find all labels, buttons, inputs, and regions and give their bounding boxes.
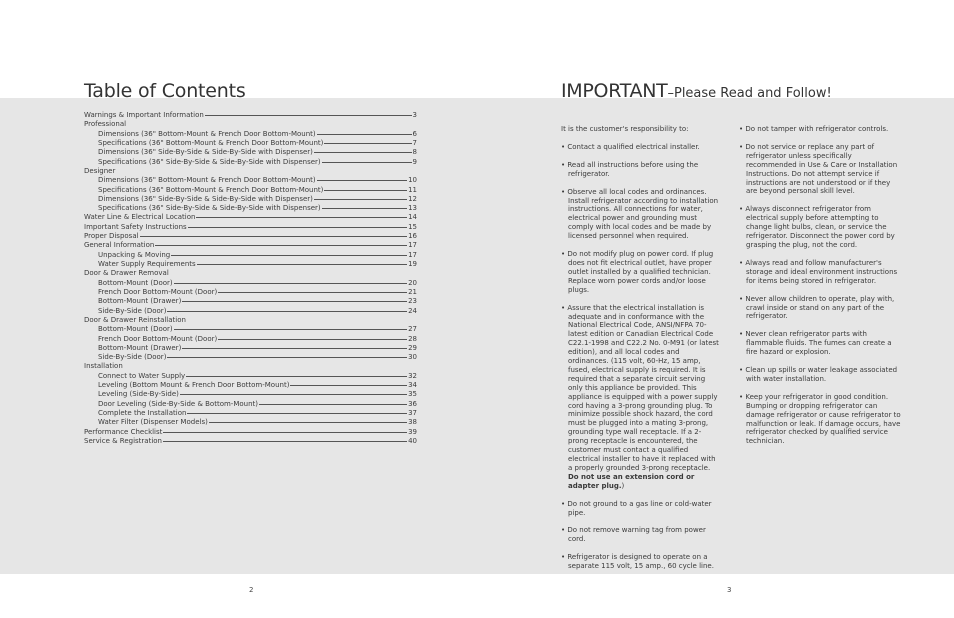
toc-entry-label: Unpacking & Moving [98, 250, 171, 259]
toc-entry [84, 381, 417, 390]
toc-entry-label: Dimensions (36" Side-By-Side & Side-By-Side with Dispenser) [98, 148, 313, 157]
bullet-text: Never clean refrigerator parts with flammable fluids. The fumes can create a fire hazard or explosion. [745, 330, 892, 357]
bullet-item: • Assure that the electrical installation is adequate and in conformance with the National Electrical Code, ANSI/NFPA 70-latest edition or Canadian Electrical Code C22.1-1998 and C22.2 No. 0-M91 (or latest edition), and all local codes and ordinances. (115 volt, 60-Hz, 15 amp, fused, electrical supply is required. It is required that a separate circuit serving only this appliance be provided. This appliance is equipped with a power supply cord having a 3-prong grounding plug. To minimize possible shock hazard, the cord must be plugged into a mating 3-prong, grounding type wall receptacle. If a 2-prong receptacle is encountered, the customer must contact a qualified electrical installer to have it replaced with a properly grounded 3-prong receptacle. Do not use an extension cord or adapter plug.) [561, 303, 719, 490]
toc-entry-label: Bottom-Mount (Drawer) [98, 343, 182, 352]
toc-leader-line [187, 413, 407, 414]
toc-entry-label: Proper Disposal [84, 232, 139, 241]
toc-entry-label: Dimensions (36" Bottom-Mount & French Door Bottom-Mount) [98, 176, 316, 185]
toc-entry-page: 17 [408, 250, 417, 259]
toc-entry [84, 204, 417, 213]
toc-leader-line [180, 394, 407, 395]
toc-entry [84, 251, 417, 260]
toc-entry-page: 15 [408, 222, 417, 231]
toc-entry [84, 325, 417, 334]
bullet-item: • Do not modify plug on power cord. If plug does not fit electrical outlet, have proper outlet installed by a qualified technician. Replace worn power cords and/or loose plugs. [561, 250, 714, 294]
toc-leader-line [188, 227, 407, 228]
toc-entry [84, 307, 417, 316]
instructions-column-1 [561, 125, 721, 580]
toc-entry-label: Door Leveling (Side-By-Side & Bottom-Mount) [98, 399, 258, 408]
toc-entry [84, 288, 417, 297]
toc-leader-line [174, 329, 407, 330]
toc-entry-label: Bottom-Mount (Door) [98, 278, 173, 287]
bullet-item: • Keep your refrigerator in good condition. Bumping or dropping refrigerator can damage refrigerator or cause refrigerator to malfunction or leak. If damage occurs, have refrigerator checked by qualified service technician. [739, 392, 901, 446]
toc-entry-label: Side-By-Side (Door) [98, 353, 167, 362]
toc-leader-line [182, 301, 407, 302]
bullet-text: Do not modify plug on power cord. If plug does not fit electrical outlet, have proper outlet installed by a qualified technician. Replace worn power cords and/or loose plugs. [567, 250, 714, 294]
toc-entry-page: 11 [408, 185, 417, 194]
toc-entry-label: Door & Drawer Removal [84, 269, 169, 278]
toc-entry [84, 316, 417, 325]
toc-entry-page: 21 [408, 287, 417, 296]
bullet-text: Refrigerator is designed to operate on a separate 115 volt, 15 amp., 60 cycle line. [567, 553, 714, 571]
important-title [561, 80, 901, 102]
toc-entry [84, 186, 417, 195]
toc-title: Table of Contents [84, 80, 246, 102]
toc-entry-page: 38 [408, 418, 417, 427]
toc-entry-page: 19 [408, 260, 417, 268]
toc-leader-line [290, 385, 407, 386]
toc-entry-page: 35 [408, 390, 417, 399]
important-title-main: IMPORTANT [561, 80, 668, 102]
toc-entry-page: 14 [408, 213, 417, 222]
toc-leader-line [259, 404, 407, 405]
bullet-text: Always disconnect refrigerator from electrical supply before attempting to change light bulbs, clean, or service the refrigerator. Disconnect the power cord by grasping the plug, not the cord. [745, 205, 895, 249]
toc-entry-page: 27 [408, 325, 417, 334]
bullet-text: Observe all local codes and ordinances. Install refrigerator according to installation instructions. All connections for water, electrical power and grounding must comply with local codes and be made by licensed personnel when required. [567, 187, 719, 241]
toc-entry [84, 362, 417, 371]
toc-entry [84, 344, 417, 353]
toc-entry-label: Connect to Water Supply [98, 371, 186, 380]
toc-entry-label: Specifications (36" Bottom-Mount & French Door Bottom-Mount) [98, 185, 324, 194]
toc-entry-page: 9 [412, 157, 417, 166]
toc-entry-label: Bottom-Mount (Door) [98, 325, 173, 334]
toc-leader-line [167, 311, 407, 312]
bullet-text: Contact a qualified electrical installer. [567, 142, 700, 151]
bullet-item: • Clean up spills or water leakage associated with water installation. [739, 366, 898, 383]
toc-leader-line [182, 348, 407, 349]
bullet-text: Never allow children to operate, play with, crawl inside or stand on any part of the refrigerator. [745, 294, 895, 321]
toc-entry [84, 232, 417, 241]
toc-entry [84, 213, 417, 222]
toc-entry-label: Door & Drawer Reinstallation [84, 315, 186, 324]
toc-entry-page: 34 [408, 381, 417, 390]
instructions-column-2 [739, 125, 901, 455]
toc-entry-page: 39 [408, 427, 417, 436]
toc-entry [84, 167, 417, 176]
bullet-item: • Do not service or replace any part of refrigerator unless specifically recommended in Use & Care or Installation Instructions. Do not attempt service if instructions are not understood or if they are beyond personal skill level. [739, 142, 898, 196]
right-page [561, 80, 901, 571]
toc-leader-line [317, 180, 407, 181]
toc-entry [84, 409, 417, 418]
toc-entry-label: Bottom-Mount (Drawer) [98, 297, 182, 306]
toc-entry-page: 10 [408, 176, 417, 185]
important-title-sub: –Please Read and Follow! [667, 86, 832, 101]
toc-entry-page: 8 [412, 148, 417, 157]
toc-entry-label: Performance Checklist [84, 427, 163, 436]
toc-leader-line [218, 292, 407, 293]
toc-entry-page: 12 [408, 194, 417, 203]
bullet-text: Read all instructions before using the refrigerator. [567, 160, 699, 178]
toc-entry-page: 29 [408, 343, 417, 352]
toc-leader-line [167, 357, 407, 358]
toc-entry-label: General Information [84, 241, 155, 250]
bullet-text: Clean up spills or water leakage associated with water installation. [745, 366, 898, 383]
toc-entry-label: Water Filter (Dispenser Models) [98, 418, 208, 427]
bullet-item: • Never clean refrigerator parts with flammable fluids. The fumes can create a fire hazard or explosion. [739, 330, 892, 357]
bullet-item: • Do not tamper with refrigerator controls. [739, 125, 889, 133]
toc-entry [84, 130, 417, 139]
toc-entry-page: 37 [408, 409, 417, 417]
toc-entry-label: Professional [84, 120, 127, 129]
toc-entry [84, 353, 417, 362]
toc-leader-line [314, 152, 412, 153]
toc-entry-label: Dimensions (36" Side-By-Side & Side-By-Side with Dispenser) [98, 194, 313, 203]
toc-entry-page: 40 [408, 436, 417, 445]
toc-entry-page: 16 [408, 232, 417, 241]
toc-leader-line [317, 134, 412, 135]
bullet-bold-warning: Do not use an extension cord or adapter plug. [568, 472, 695, 490]
toc-entry [84, 111, 417, 120]
toc-entry-label: French Door Bottom-Mount (Door) [98, 334, 218, 343]
toc-entry-page: 17 [408, 241, 417, 250]
toc-entry [84, 372, 417, 381]
bullet-text: Do not tamper with refrigerator controls. [745, 125, 889, 133]
bullet-text: Do not service or replace any part of refrigerator unless specifically recommended in Use & Care or Installation Instructions. Do not attempt service if instructions are not understood or if they are beyond personal skill level. [745, 142, 898, 196]
toc-leader-line [324, 143, 411, 144]
toc-entry-label: Water Line & Electrical Location [84, 213, 196, 222]
bullet-item: • Refrigerator is designed to operate on a separate 115 volt, 15 amp., 60 cycle line. [561, 553, 714, 571]
toc-leader-line [324, 190, 407, 191]
toc-leader-line [314, 199, 407, 200]
toc-entry [84, 269, 417, 278]
toc-entry-page: 36 [408, 399, 417, 408]
toc-leader-line [174, 283, 407, 284]
toc-entry [84, 139, 417, 148]
toc-entry-label: Warnings & Important Information [84, 111, 204, 119]
toc-entry-label: Dimensions (36" Bottom-Mount & French Door Bottom-Mount) [98, 129, 316, 138]
bullet-text: Do not ground to a gas line or cold-water pipe. [567, 499, 712, 517]
toc-entry-page: 6 [412, 129, 417, 138]
toc-leader-line [171, 255, 407, 256]
bullet-item: • Always disconnect refrigerator from electrical supply before attempting to change light bulbs, clean, or service the refrigerator. Disconnect the power cord by grasping the plug, not the cord. [739, 205, 895, 249]
toc-entry-label: Installation [84, 362, 123, 371]
page-number-left: 2 [249, 586, 254, 594]
toc-entry-label: Leveling (Side-By-Side) [98, 390, 179, 399]
toc-entry-page: 28 [408, 334, 417, 343]
toc-leader-line [196, 217, 407, 218]
toc-entry-page: 13 [408, 204, 417, 213]
toc-entry [84, 418, 417, 427]
toc-entry [84, 195, 417, 204]
toc-entry-label: Leveling (Bottom Mount & French Door Bottom-Mount) [98, 381, 290, 390]
toc-entry [84, 390, 417, 399]
toc-entry-label: Side-By-Side (Door) [98, 306, 167, 315]
toc-leader-line [163, 432, 407, 433]
toc-leader-line [209, 422, 407, 423]
toc-entry [84, 148, 417, 157]
toc-entry-label: Specifications (36" Side-By-Side & Side-By-Side with Dispenser) [98, 204, 321, 213]
toc-entry [84, 437, 417, 446]
bullet-item: • Do not remove warning tag from power cord. [561, 526, 706, 544]
bullet-item: • Do not ground to a gas line or cold-water pipe. [561, 499, 712, 517]
bullet-item: • Read all instructions before using the refrigerator. [561, 160, 699, 178]
bullet-text: Keep your refrigerator in good condition. Bumping or dropping refrigerator can damage refrigerator or cause refrigerator to malfunction or leak. If damage occurs, have refrigerator checked by qualified service technician. [745, 392, 901, 446]
bullet-item: • Contact a qualified electrical installer. [561, 142, 700, 151]
intro-text: It is the customer's responsibility to: [561, 125, 689, 133]
toc-entry [84, 400, 417, 409]
toc-entry [84, 260, 417, 269]
toc-entry-label: Important Safety Instructions [84, 222, 187, 231]
toc-entry [84, 120, 417, 129]
toc-entry [84, 335, 417, 344]
toc-leader-line [322, 208, 407, 209]
toc-entry-page: 3 [412, 111, 417, 119]
toc-entry-page: 30 [408, 353, 417, 362]
toc-entry [84, 428, 417, 437]
toc-entry [84, 297, 417, 306]
toc-entry-label: Designer [84, 166, 116, 175]
toc-entry [84, 279, 417, 288]
toc-entry [84, 223, 417, 232]
toc-entry [84, 241, 417, 250]
toc-entry-page: 7 [412, 138, 417, 147]
toc-entry-label: Service & Registration [84, 436, 162, 445]
bullet-text: Assure that the electrical installation is adequate and in conformance with the National Electrical Code, ANSI/NFPA 70-latest edition or Canadian Electrical Code C22.1-1998 and C22.2 No. 0-M91 (or latest edition), and all local codes and ordinances. (115 volt, 60-Hz, 15 amp, fused, electrical supply is required. It is required that a separate circuit serving only this appliance be provided. This appliance is equipped with a power supply cord having a 3-prong grounding plug. To minimize possible shock hazard, the cord must be plugged into a mating 3-prong, grounding type wall receptacle. If a 2-prong receptacle is encountered, the customer must contact a qualified electrical installer to have it replaced with a properly grounded 3-prong receptacle. [567, 303, 719, 472]
toc-entry-label: Specifications (36" Side-By-Side & Side-By-Side with Dispenser) [98, 157, 321, 166]
toc-entry-label: Specifications (36" Bottom-Mount & French Door Bottom-Mount) [98, 138, 324, 147]
toc-leader-line [218, 339, 407, 340]
toc-entry-page: 23 [408, 297, 417, 306]
bullet-item: • Always read and follow manufacturer's storage and ideal environment instructions for items being stored in refrigerator. [739, 258, 898, 285]
toc-entry-page: 24 [408, 306, 417, 315]
bullet-item: • Observe all local codes and ordinances. Install refrigerator according to installation instructions. All connections for water, electrical power and grounding must comply with local codes and be made by licensed personnel when required. [561, 187, 719, 241]
toc-entry [84, 158, 417, 167]
bullet-tail: ) [621, 481, 625, 490]
bullet-item: • Never allow children to operate, play with, crawl inside or stand on any part of the refrigerator. [739, 294, 895, 321]
toc-entry-label: French Door Bottom-Mount (Door) [98, 287, 218, 296]
toc-leader-line [322, 162, 412, 163]
toc-leader-line [163, 441, 407, 442]
toc-leader-line [205, 115, 412, 116]
toc-entry-page: 32 [408, 371, 417, 380]
toc-leader-line [197, 264, 407, 265]
bullet-text: Do not remove warning tag from power cord. [567, 526, 706, 544]
toc-leader-line [155, 245, 407, 246]
toc-entry-label: Complete the Installation [98, 409, 187, 417]
toc-entry-page: 20 [408, 278, 417, 287]
toc-leader-line [140, 236, 408, 237]
toc-leader-line [186, 376, 407, 377]
toc-entry-label: Water Supply Requirements [98, 260, 196, 268]
left-page [84, 80, 417, 445]
bullet-text: Always read and follow manufacturer's storage and ideal environment instructions for items being stored in refrigerator. [745, 258, 898, 285]
toc-entry [84, 176, 417, 185]
page-number-right: 3 [727, 586, 732, 594]
table-of-contents [84, 111, 417, 446]
